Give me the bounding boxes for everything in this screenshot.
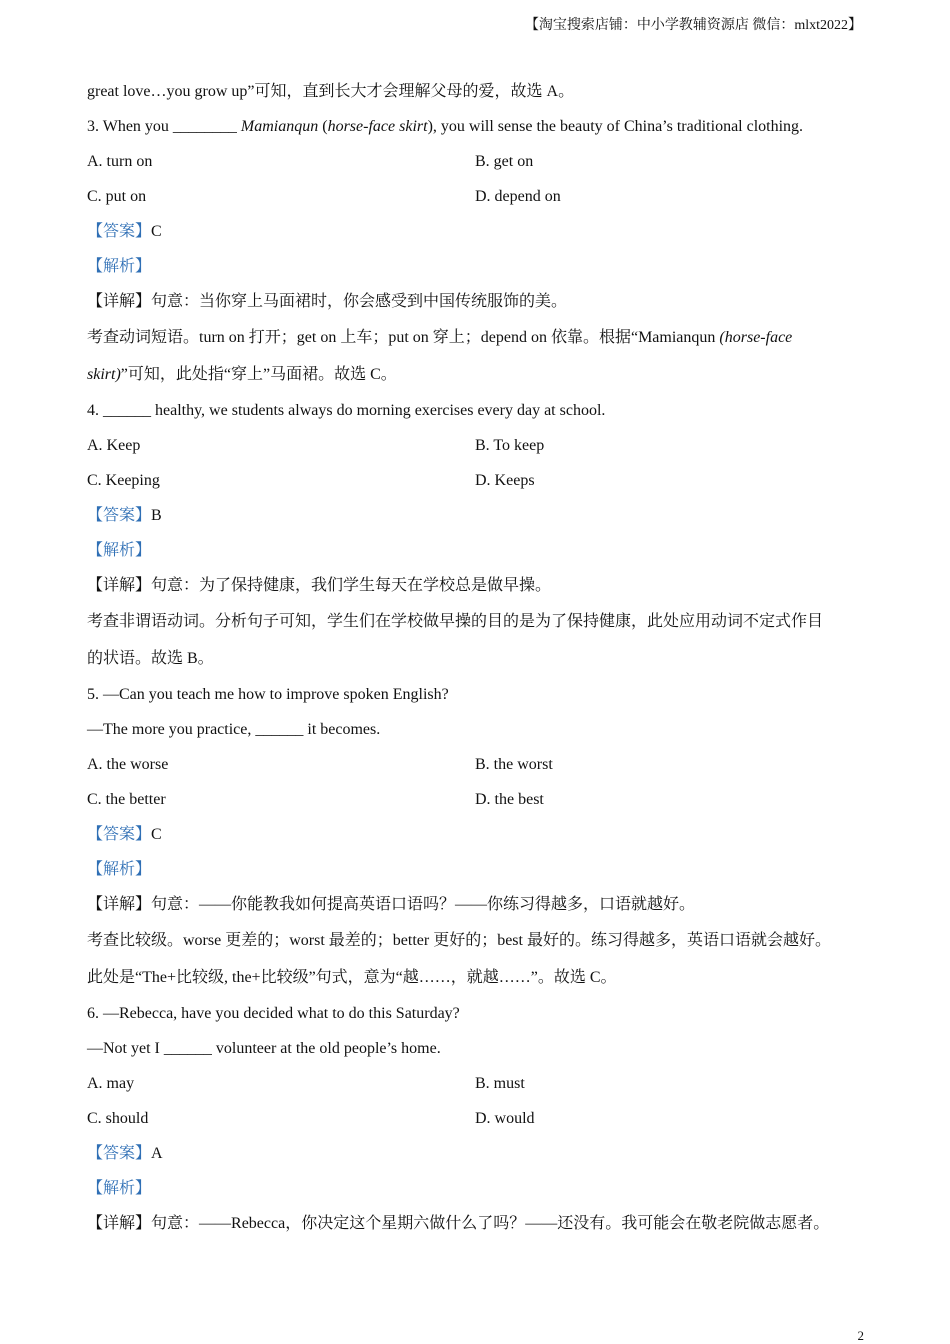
q5-analysis-label: 【解析】: [87, 861, 152, 878]
q6-stem-1: 6. —Rebecca, have you decided what to do this Saturday?: [87, 1005, 460, 1022]
q3-options-row-2: [87, 179, 867, 214]
q4-option-d: D. Keeps: [475, 472, 535, 489]
q5-detail: 【详解】句意：——你能教我如何提高英语口语吗？——你练习得越多，口语就越好。: [87, 896, 696, 913]
q5-stem-1: 5. —Can you teach me how to improve spoken English?: [87, 686, 449, 703]
q4-option-c: C. Keeping: [87, 472, 160, 489]
q6-analysis-label: 【解析】: [87, 1180, 152, 1197]
q6-stem-2: —Not yet I ______ volunteer at the old people’s home.: [87, 1040, 441, 1057]
q6-detail: 【详解】句意：——Rebecca，你决定这个星期六做什么了吗？——还没有。我可能会在敬老院做志愿者。: [87, 1215, 830, 1232]
page-header: 【淘宝搜索店铺：中小学教辅资源店 微信：mlxt2022】: [524, 18, 862, 33]
q5-stem-2: —The more you practice, ______ it becomes.: [87, 721, 381, 738]
q5-option-a: A. the worse: [87, 756, 169, 773]
q6-option-c: C. should: [87, 1110, 149, 1127]
q3-option-d: D. depend on: [475, 188, 561, 205]
q6-option-d: D. would: [475, 1110, 535, 1127]
q4-explanation-2: 的状语。故选 B。: [87, 650, 214, 667]
q5-option-d: D. the best: [475, 791, 544, 808]
q3-explanation-2: skirt)”可知，此处指“穿上”马面裙。故选 C。: [87, 366, 397, 383]
intro-line: great love…you grow up”可知，直到长大才会理解父母的爱，故选 A。: [87, 83, 575, 100]
q3-explanation-1: 考查动词短语。turn on 打开；get on 上车；put on 穿上；depend on 依靠。根据“Mamianqun (horse-face: [87, 329, 793, 346]
q4-answer: 【答案】B: [87, 507, 162, 524]
q4-option-a: A. Keep: [87, 437, 141, 454]
q3-stem: 3. When you ________ Mamianqun (horse-face skirt), you will sense the beauty of China’s traditional clothing.: [87, 118, 804, 135]
q6-answer: 【答案】A: [87, 1145, 163, 1162]
q4-options-row-2: [87, 463, 867, 498]
q3-detail: 【详解】句意：当你穿上马面裙时，你会感受到中国传统服饰的美。: [87, 293, 568, 310]
q5-explanation-2: 此处是“The+比较级, the+比较级”句式，意为“越……，就越……”。故选 C。: [87, 969, 617, 986]
q4-analysis-label: 【解析】: [87, 542, 152, 559]
q5-answer: 【答案】C: [87, 826, 162, 843]
q4-stem: 4. ______ healthy, we students always do morning exercises every day at school.: [87, 402, 606, 419]
q5-options-row-1: [87, 747, 867, 782]
q6-options-row-2: [87, 1101, 867, 1136]
q5-option-b: B. the worst: [475, 756, 553, 773]
q6-options-row-1: [87, 1066, 867, 1101]
document-body: [87, 74, 867, 1241]
q5-options-row-2: [87, 782, 867, 817]
q3-option-c: C. put on: [87, 188, 147, 205]
q3-answer: 【答案】C: [87, 223, 162, 240]
q3-option-a: A. turn on: [87, 153, 153, 170]
q4-explanation-1: 考查非谓语动词。分析句子可知，学生们在学校做早操的目的是为了保持健康，此处应用动词不定式作目: [87, 613, 824, 630]
q3-analysis-label: 【解析】: [87, 258, 152, 275]
q6-option-a: A. may: [87, 1075, 135, 1092]
q3-option-b: B. get on: [475, 153, 534, 170]
q5-explanation-1: 考查比较级。worse 更差的；worst 最差的；better 更好的；best 最好的。练习得越多，英语口语就会越好。: [87, 932, 831, 949]
q3-options-row-1: [87, 144, 867, 179]
q5-option-c: C. the better: [87, 791, 166, 808]
q6-option-b: B. must: [475, 1075, 525, 1092]
q4-option-b: B. To keep: [475, 437, 545, 454]
q4-options-row-1: [87, 428, 867, 463]
q4-detail: 【详解】句意：为了保持健康，我们学生每天在学校总是做早操。: [87, 577, 552, 594]
page-number: 2: [857, 1328, 864, 1343]
